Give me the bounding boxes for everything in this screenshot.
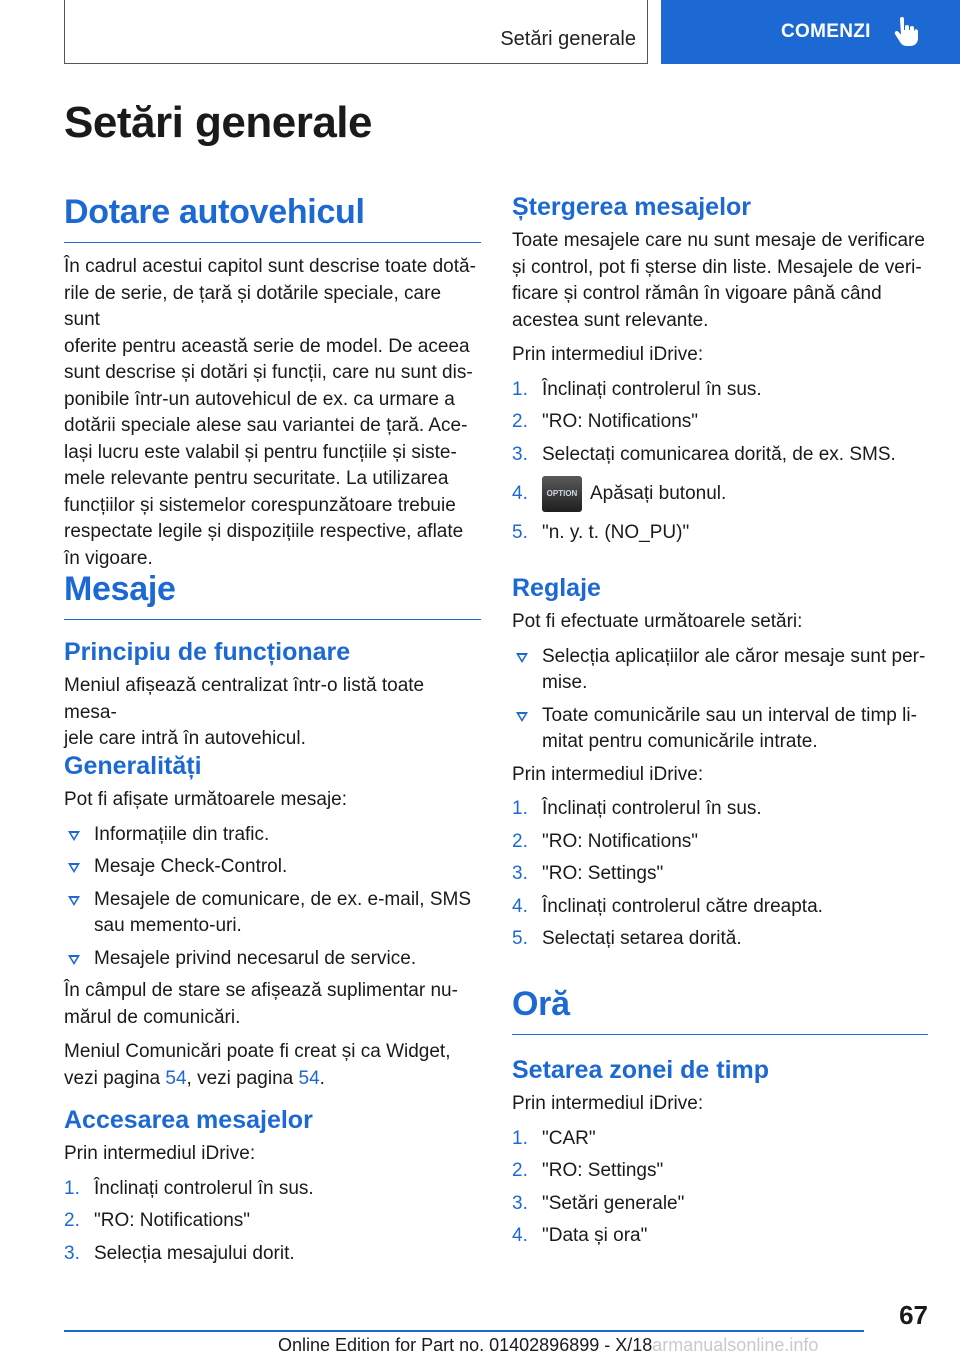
list-item: 5. "n. y. t. (NO_PU)" [512,522,690,543]
list-item: 3. Selectați comunicarea dorită, de ex. SMS. [512,443,896,465]
list-item: Toate comunicările sau un interval de timp li- mitat pentru comunicările intrate. [512,703,928,756]
list-item: 3. "RO: Settings" [512,863,664,884]
list-item: 1. Înclinați controlerul în sus. [64,1177,314,1199]
heading-mesaje: Mesaje [64,570,481,620]
heading-dotare: Dotare autovehicul [64,193,481,243]
heading-ora: Oră [512,985,928,1035]
bullet-triangle-icon [68,955,80,965]
footer-divider [64,1330,864,1332]
zona-intro: Prin intermediul iDrive: [512,1093,704,1114]
bullet-triangle-icon [516,653,528,663]
list-item: Mesajele de comunicare, de ex. e-mail, SMS sau memento-uri. [64,887,481,940]
header-section-title: Setări generale [500,28,636,50]
widget-paragraph: Meniul Comunicări poate fi creat și ca Widget, vezi pagina 54, vezi pagina 54. [64,1041,451,1089]
page-link[interactable]: 54 [165,1067,187,1089]
heading-zona: Setarea zonei de timp [512,1056,770,1084]
accesarea-steps [64,1176,481,1268]
list-item: 3. "Setări generale" [512,1192,685,1214]
zona-steps [512,1126,928,1250]
list-item: Mesajele privind necesarul de service. [64,946,481,973]
tab-comenzi[interactable] [661,0,960,64]
list-item: Selecția aplicațiilor ale căror mesaje sunt per- mise. [512,644,928,697]
stergerea-steps [512,377,928,547]
bullet-triangle-icon [68,831,80,841]
list-item: 2. "RO: Notifications" [64,1210,251,1231]
reglaje-steps [512,796,928,953]
reglaje-list [512,644,928,756]
generalitati-intro: Pot fi afișate următoarele mesaje: [64,789,348,810]
option-button-icon: OPTION [542,476,582,512]
stergerea-intro: Prin intermediul iDrive: [512,344,704,365]
accesarea-intro: Prin intermediul iDrive: [64,1143,256,1164]
list-item: 4. OPTION Apăsați butonul. [512,474,928,514]
list-item: 4. "Data și ora" [512,1225,648,1246]
heading-generalitati: Generalități [64,752,202,780]
principiu-paragraph: Meniul afișează centralizat într-o listă toate mesa- jele care intră în autovehicul. [64,675,425,749]
bullet-triangle-icon [68,896,80,906]
list-item: 1. Înclinați controlerul în sus. [512,378,762,400]
reglaje-intro: Pot fi efectuate următoarele setări: [512,611,803,632]
heading-reglaje: Reglaje [512,574,601,602]
list-item: Informațiile din trafic. [64,822,481,849]
watermark: armanualsonline.info [652,1335,819,1355]
bullet-triangle-icon [516,712,528,722]
heading-stergerea: Ștergerea mesajelor [512,193,752,221]
footer-edition: Online Edition for Part no. 01402896899 - X/18armanualsonline.info [278,1335,819,1355]
status-paragraph: În câmpul de stare se afișează suplimentar nu- mărul de comunicări. [64,980,458,1028]
heading-accesarea: Accesarea mesajelor [64,1106,313,1134]
reglaje-intro2: Prin intermediul iDrive: [512,763,704,785]
page-link[interactable]: 54 [298,1067,320,1089]
tab-comenzi-label: COMENZI [781,21,871,42]
stergerea-paragraph: Toate mesajele care nu sunt mesaje de verificare și control, pot fi șterse din liste. Mesajele de veri- ficare și control rămân în vigoare până când acestea sunt relevante. [512,230,925,331]
list-item: 2. "RO: Notifications" [512,830,699,852]
list-item: 3. Selecția mesajului dorit. [64,1242,295,1264]
heading-principiu: Principiu de funcționare [64,638,351,666]
list-item: 5. Selectați setarea dorită. [512,928,742,949]
list-item: 1. "CAR" [512,1127,596,1149]
list-item: 2. "RO: Settings" [512,1160,664,1181]
page-number: 67 [899,1300,928,1330]
list-item: 1. Înclinați controlerul în sus. [512,798,762,819]
list-item: Mesaje Check-Control. [64,854,481,881]
bullet-triangle-icon [68,863,80,873]
page-title: Setări generale [64,98,372,147]
list-item: 4. Înclinați controlerul către dreapta. [512,895,823,917]
generalitati-list [64,822,481,973]
hand-pointer-icon [893,17,919,47]
dotare-paragraph: În cadrul acestui capitol sunt descrise toate dotă- rile de serie, de țară și dotările speciale, care sunt oferite pentru această serie de model. De aceea sunt descrise și dotări și funcții, care nu sunt dis- ponibile într-un autovehicul de ex. ca urmare a dotării speciale alese sau variantei de țară. Ace- lași lucru este valabil și pentru funcțiile și siste- mele relevante pentru securitate. La utilizarea funcțiilor și sistemelor corespunzătoare trebuie respectate legile și dispozițiile respective, aflate în vigoare. [64,256,476,569]
list-item: 2. "RO: Notifications" [512,411,699,432]
